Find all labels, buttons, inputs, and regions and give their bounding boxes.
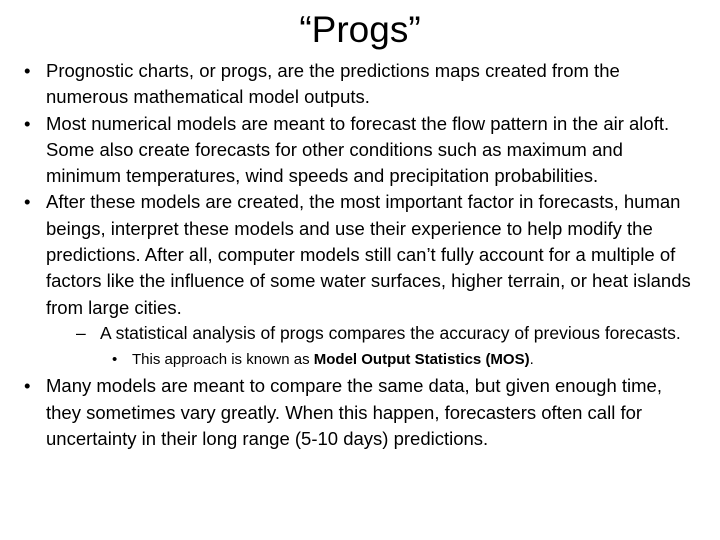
- bullet-text: After these models are created, the most important factor in forecasts, human beings, interpret these models and use their experience to help modify the predictions. After all, computer models still can’t fully account for a multiple of factors like the influence of some water surfaces, higher terrain, or heat islands from large cities.: [46, 191, 691, 318]
- sub-bullet-text: A statistical analysis of progs compares the accuracy of previous forecasts.: [100, 322, 681, 343]
- bullet-marker: •: [24, 112, 31, 134]
- sub-sub-bullet-text: This approach is known as: [132, 351, 314, 369]
- bullet-item: [24, 58, 698, 111]
- bullet-item: [24, 373, 698, 452]
- bullet-marker: •: [24, 375, 31, 397]
- mos-term: Model Output Statistics (MOS): [313, 351, 530, 369]
- sub-sub-bullet-item: [24, 346, 698, 373]
- bullet-text: Most numerical models are meant to forecast the flow pattern in the air aloft. Some also create forecasts for other conditions such as maximum and minimum temperatures, wind speeds and precipitation probabilities.: [46, 112, 670, 187]
- sub-sub-bullet-end: .: [529, 351, 534, 369]
- bullet-marker: •: [24, 60, 31, 81]
- bullet-marker: •: [112, 351, 118, 369]
- bullet-item: [24, 111, 698, 190]
- slide-body: [24, 58, 698, 452]
- bullet-marker: •: [24, 191, 31, 213]
- sub-bullet-item: [24, 321, 698, 347]
- bullet-text: Prognostic charts, or progs, are the predictions maps created from the numerous mathematical model outputs.: [46, 60, 620, 108]
- bullet-item: [24, 189, 698, 320]
- bullet-text: Many models are meant to compare the same data, but given enough time, they sometimes vary greatly. When this happen, forecasters often call for uncertainty in their long range (5-10 days) predictions.: [46, 375, 662, 450]
- dash-marker: –: [76, 322, 86, 343]
- slide-title: “Progs”: [299, 9, 421, 50]
